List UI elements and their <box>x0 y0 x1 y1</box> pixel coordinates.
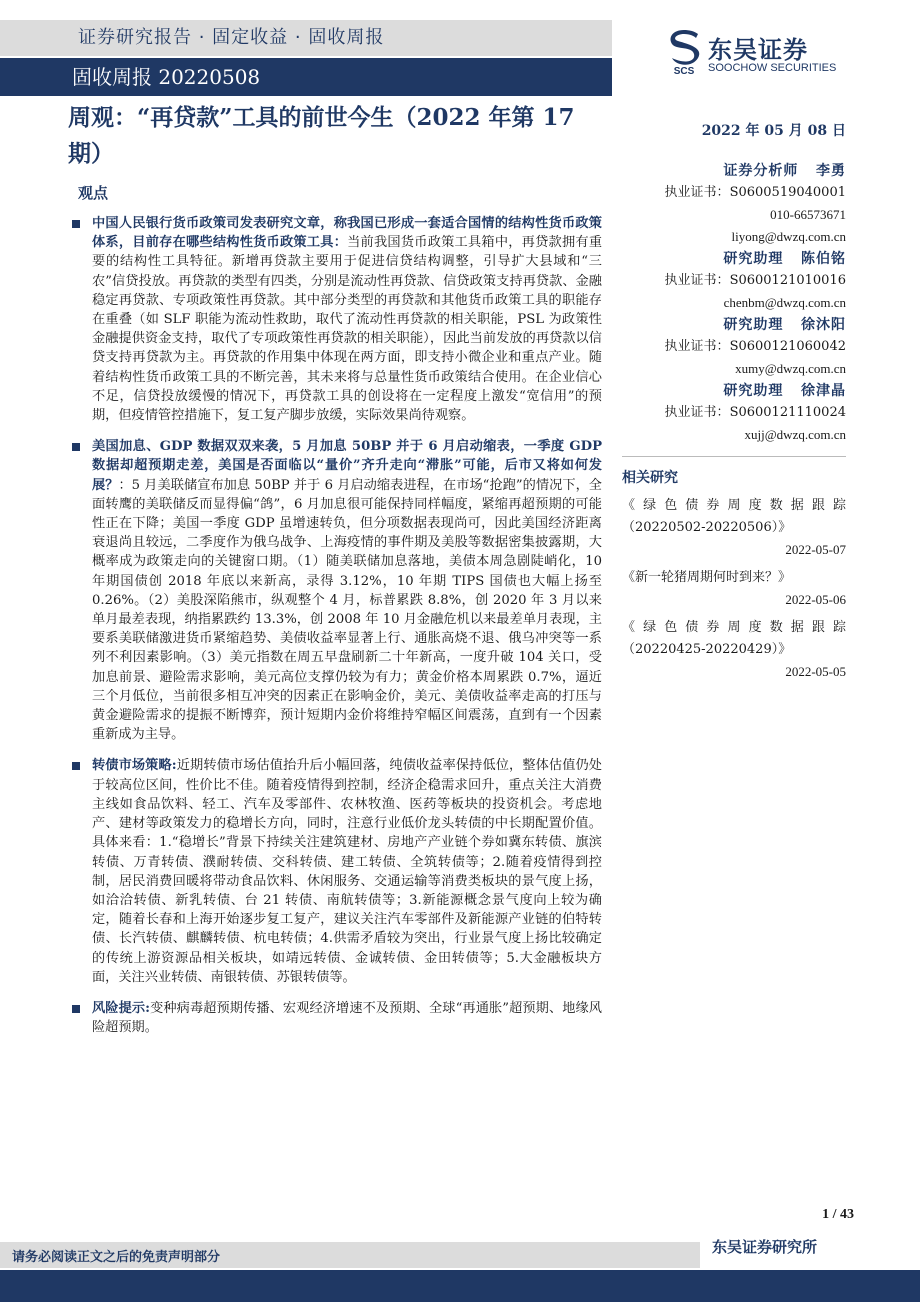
analyst-email[interactable]: xumy@dwzq.com.cn <box>735 361 846 376</box>
viewpoint-body: 近期转债市场估值抬升后小幅回落，纯债收益率保持低位，整体估值仍处于较高位区间，性价比不佳。随着疫情得到控制，经济企稳需求回升，重点关注大消费主线如食品饮料、轻工、汽车及零部件、农林牧渔、医药等板块的投资机会。考虑地产、建材等政策发力的稳增长方向，同时，注意行业低价龙头转债的中长期配置价值。具体来看：1.“稳增长”背景下持续关注建筑建材、房地产产业链个券如冀东转债、旗滨转债、万青转债、濮耐转债、交科转债、建工转债、全筑转债等；2.随着疫情得到控制，居民消费回暖将带动食品饮料、休闲服务、交通运输等消费类板块的景气度上扬，如洽洽转债、新乳转债、台 21 转债、南航转债等；3.新能源概念景气度向上较为确定，随着长春和上海开始逐步复工复产，建议关注汽车零部件及新能源产业链的伯特转债、长汽转债、麒麟转债、杭电转债；4.供需矛盾较为突出，行业景气度上扬比较确定的传统上游资源品相关板块，如靖远转债、金诚转债、金田转债等；5.大金融板块方面，关注兴业转债、南银转债、苏银转债等。 <box>92 758 602 985</box>
bullet-square-icon <box>72 1005 80 1013</box>
logo-mark-icon <box>664 28 704 76</box>
viewpoint-body: 变种病毒超预期传播、宏观经济增速不及预期、全球“再通胀”超预期、地缘风险超预期。 <box>92 1000 602 1036</box>
related-research-title[interactable]: 《新一轮猪周期何时到来？》 <box>622 570 792 585</box>
related-research-date: 2022-05-05 <box>785 664 846 679</box>
disclaimer-note: 请务必阅读正文之后的免责声明部分 <box>12 1250 221 1265</box>
viewpoint-item <box>72 437 602 744</box>
related-research-heading: 相关研究 <box>622 456 846 487</box>
bullet-square-icon <box>72 220 80 228</box>
disclaimer-ribbon <box>0 1242 700 1268</box>
logo-mark-text: SCS <box>673 66 695 76</box>
related-research-item[interactable] <box>622 495 846 561</box>
viewpoint-body: ：5 月美联储宣布加息 50BP 并于 6 月启动缩表进程，在市场“抢跑”的情况下，全面转鹰的美联储反而显得偏“鸽”，6 月加息很可能保持同样幅度，紧缩再超预期的可能性正在下降；美国一季度 GDP 虽增速转负，但分项数据表现尚可，因此美国经济距离衰退尚且较远，二季度作为俄乌战争、上海疫情的事件期及美股等数据密集披露期，大概率成为政策走向的关键窗口期。（1）随美联储加息落地，美债本周急剧陡峭化，10 年期国债创 2018 年底以来新高，录得 3.12%，10 年期 TIPS 国债也大幅上扬至 0.26%。（2）美股深陷熊市，纵观整个 4 月，标普累跌 8.8%，创 2020 年 3 月以来单月最差表现，纳指累跌约 13.3%，创 2008 年 10 月金融危机以来最差单月表现，主要系美联储激进货币紧缩趋势、美债收益率显著上行、通胀高烧不退、俄乌冲突等一系列不利因素影响。（3）美元指数在周五早盘刷新二十年新高，一度升破 104 关口，受加息前景、避险需求影响，美元高位支撑仍较为有力；黄金价格本周累跌 0.7%，逼近三个月低位，当前很多相互冲突的因素正在影响金价，美元、美债收益率走高的打压与黄金避险需求的提振不断博弈，预计短期内金价将维持窄幅区间震荡，直到有一个因素重新成为主导。 <box>92 477 602 743</box>
related-research-title[interactable]: 《绿色债券周度数据跟踪（20220425-20220429）》 <box>622 620 846 657</box>
analyst-cert: 执业证书： S0600121060042 <box>664 339 846 354</box>
breadcrumb: 证券研究报告 · 固定收益 · 固收周报 <box>68 20 612 56</box>
institute-name: 东吴证券研究所 <box>712 1238 818 1256</box>
analyst-heading: 研究助理 陈伯铭 <box>723 251 846 267</box>
analyst-block <box>622 248 846 314</box>
report-code-bar-left <box>0 58 68 96</box>
related-research-item[interactable] <box>622 567 846 611</box>
viewpoint-lead: 转债市场策略: <box>92 758 177 774</box>
viewpoints <box>72 214 602 1049</box>
analyst-block <box>622 380 846 446</box>
analyst-cert: 执业证书： S0600121110024 <box>664 405 846 420</box>
analyst-block <box>622 314 846 380</box>
logo-chinese-name: 东吴证券 <box>708 36 808 64</box>
viewpoint-lead: 美国加息、GDP 数据双双来袭，5 月加息 50BP 并于 6 月启动缩表，一季度 GDP 数据却超预期走差，美国是否面临以“量价”齐升走向“滞胀”可能，后市又将如何发展？ <box>92 439 602 493</box>
analyst-cert: 执业证书： S0600121010016 <box>664 273 846 288</box>
header-ribbon-left <box>0 20 68 56</box>
related-research-date: 2022-05-07 <box>785 542 846 557</box>
analyst-email[interactable]: chenbm@dwzq.com.cn <box>723 295 846 310</box>
sidebar <box>622 160 846 689</box>
report-date: 2022 年 05 月 08 日 <box>701 123 846 139</box>
viewpoint-item <box>72 999 602 1037</box>
analyst-phone: 010-66573671 <box>770 207 846 222</box>
analyst-cert: 执业证书： S0600519040001 <box>664 185 846 200</box>
analyst-email[interactable]: xujj@dwzq.com.cn <box>744 427 846 442</box>
viewpoint-item <box>72 756 602 986</box>
analyst-heading: 研究助理 徐沐阳 <box>723 317 846 333</box>
analyst-block <box>622 160 846 248</box>
report-title: 周观：“再贷款”工具的前世今生（2022 年第 17 期） <box>68 104 575 167</box>
bullet-square-icon <box>72 762 80 770</box>
viewpoint-body: 当前我国货币政策工具箱中，再贷款拥有重要的结构性工具特征。新增再贷款主要用于促进信贷结构调整，引导扩大县域和“三农”信贷投放。再贷款的类型有四类，分别是流动性再贷款、信贷政策支持再贷款、金融稳定再贷款、专项政策性再贷款。其中部分类型的再贷款和其他货币政策工具的职能存在重叠（如 SLF 职能为流动性救助，取代了流动性再贷款的相关职能，PSL 为政策性金融提供资金支持，取代了专项政策性再贷款的相关职能），因此当前发放的再贷款以信贷支持再贷款为主。再贷款的作用集中体现在两方面，即支持小微企业和重点产业。随着结构性货币政策工具的不断完善，其未来将与总量性货币政策结合使用。在企业信心不足，信贷投放缓慢的情况下，再贷款工具的创设将在一定程度上激发“宽信用”的预期，但疫情管控措施下，复工复产脚步放缓，实际效果尚待观察。 <box>92 235 603 424</box>
footer-bar <box>0 1270 920 1302</box>
related-research-item[interactable] <box>622 617 846 683</box>
related-research-date: 2022-05-06 <box>785 592 846 607</box>
analyst-heading: 研究助理 徐津晶 <box>723 383 846 399</box>
analyst-heading: 证券分析师 李勇 <box>723 163 846 179</box>
section-heading: 观点 <box>78 184 109 202</box>
viewpoint-item <box>72 214 602 425</box>
viewpoint-lead: 中国人民银行货币政策司发表研究文章，称我国已形成一套适合国情的结构性货币政策体系，目前存在哪些结构性货币政策工具： <box>92 216 602 251</box>
report-code: 固收周报 20220508 <box>68 58 612 96</box>
analyst-email[interactable]: liyong@dwzq.com.cn <box>731 229 846 244</box>
page-number: 1 / 43 <box>822 1207 854 1222</box>
company-logo <box>664 28 864 80</box>
viewpoint-lead: 风险提示: <box>92 1000 150 1016</box>
related-research-title[interactable]: 《绿色债券周度数据跟踪（20220502-20220506）》 <box>622 498 846 535</box>
bullet-square-icon <box>72 443 80 451</box>
logo-english-name: SOOCHOW SECURITIES <box>708 62 837 74</box>
